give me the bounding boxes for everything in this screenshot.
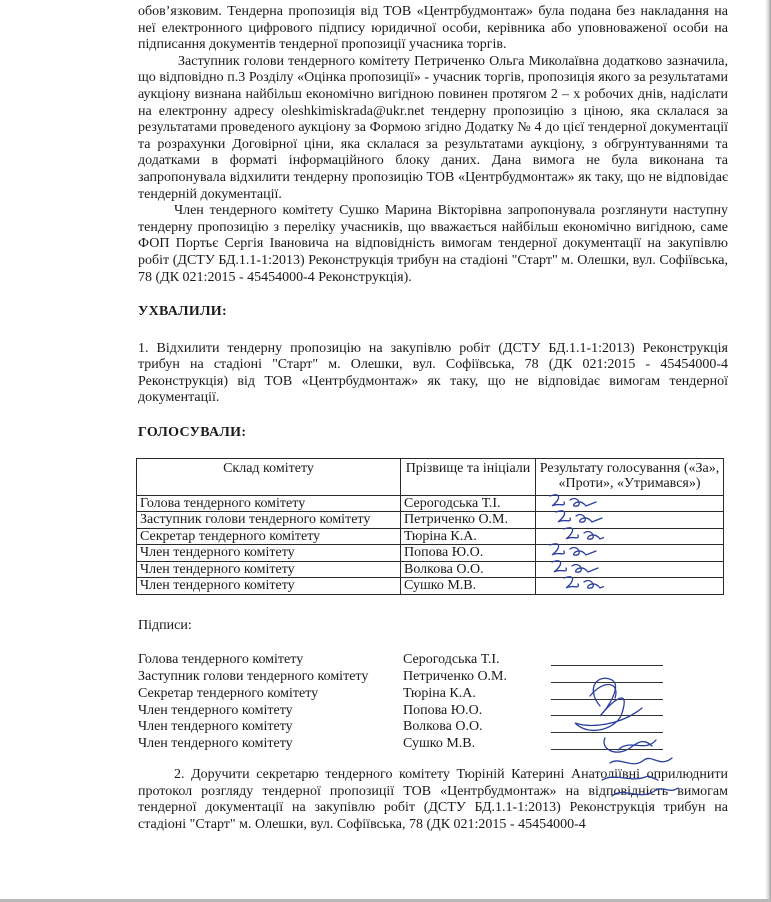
- vote-table: [136, 458, 724, 595]
- signature-name: Тюріна К.А.: [403, 685, 476, 701]
- resolved-heading: УХВАЛИЛИ:: [138, 304, 227, 320]
- vote-table-row: [137, 578, 724, 595]
- vote-role-cell: Член тендерного комітету: [137, 561, 401, 578]
- signature-role: Член тендерного комітету: [138, 719, 293, 735]
- vote-name-cell: Волкова О.О.: [401, 561, 536, 578]
- signature-role: Член тендерного комітету: [138, 702, 293, 718]
- vote-table-header-name: Прізвище та ініціали: [401, 458, 536, 495]
- vote-role-cell: Член тендерного комітету: [137, 545, 401, 562]
- vote-role-cell: Заступник голови тендерного комітету: [137, 512, 401, 529]
- signature-row: [138, 652, 728, 669]
- vote-table-row: [137, 512, 724, 529]
- page-edge-shadow: [765, 0, 771, 902]
- vote-table-row: [137, 528, 724, 545]
- signature-name: Волкова О.О.: [403, 719, 483, 735]
- vote-table-row: [137, 561, 724, 578]
- paragraph-4: 2. Доручити секретарю тендерного комітету Тюріній Катерині Анатоліївні оприлюднити протокол розгляду тендерної пропозиції ТОВ «Центрбудмонтаж» на відповідність вимогам тендерної документації на закупівлю робіт (ДСТУ БД.1.1-1:2013) Реконструкція трибун на стадіоні "Старт" м. Олешки, вул. Софіївська, 78 (ДК 021:2015 - 45454000-4: [138, 767, 728, 832]
- vote-role-cell: Секретар тендерного комітету: [137, 528, 401, 545]
- signature-name: Попова Ю.О.: [403, 702, 483, 718]
- signature-role: Член тендерного комітету: [138, 736, 293, 752]
- vote-result-cell: [536, 578, 724, 595]
- vote-name-cell: Сушко М.В.: [401, 578, 536, 595]
- vote-name-cell: Тюріна К.А.: [401, 528, 536, 545]
- signature-name: Серогодська Т.І.: [403, 652, 500, 668]
- paragraph-0: обов’язковим. Тендерна пропозиція від ТОВ «Центрбудмонтаж» була подана без накладання на неї електронного цифрового підпису юридичної особи, керівника або уповноваженої особи на підписання документів тендерної пропозиції учасника торгів.: [138, 4, 728, 53]
- handwritten-vote-za: [544, 572, 604, 596]
- vote-role-cell: Голова тендерного комітету: [137, 495, 401, 512]
- signature-role: Голова тендерного комітету: [138, 652, 304, 668]
- vote-name-cell: Петриченко О.М.: [401, 512, 536, 529]
- paragraph-1: Заступник голови тендерного комітету Петриченко Ольга Миколаївна додатково зазначила, що відповідно п.3 Розділу «Оцінка пропозиції» - учасник торгів, пропозиція якого за результатами аукціону визнана найбільш економічно вигідною повинен протягом 2 – х робочих днів, надіслати на електронну адресу oleshkimiskrada@ukr.net тендерну пропозицію з ціною, яка склалася за результатами проведеного аукціону за Формою згідно Додатку № 4 до цієї тендерної документації та розрахунки Договірної ціни, яка склалася за результатами аукціону, з обгрунтуваннями та додатками в форматі інформаційного блоку даних. Дана вимога не була виконана та запропонувала відхилити тендерну пропозицію ТОВ «Центрбудмонтаж» як таку, що не відповідає тендерній документації.: [138, 53, 728, 202]
- signature-name: Сушко М.В.: [403, 736, 476, 752]
- signature-role: Секретар тендерного комітету: [138, 685, 319, 701]
- vote-role-cell: Член тендерного комітету: [137, 578, 401, 595]
- vote-table-row: [137, 495, 724, 512]
- signature-line: [533, 652, 663, 669]
- vote-table-row: [137, 545, 724, 562]
- vote-table-header-result: Результату голосування («За», «Проти», «Утримався»): [536, 458, 724, 495]
- voted-heading: ГОЛОСУВАЛИ:: [138, 425, 247, 441]
- signature-role: Заступник голови тендерного комітету: [138, 669, 369, 685]
- paragraph-2: Член тендерного комітету Сушко Марина Вікторівна запропонувала розглянути наступну тендерну пропозицію з переліку учасників, що вважається найбільш економічно вигідною, саме ФОП Портьє Сергія Івановича на відповідність вимогам тендерної документації на закупівлю робіт (ДСТУ БД.1.1-1:2013) Реконструкція трибун на стадіоні "Старт" м. Олешки, вул. Софіївська, 78 (ДК 021:2015 - 45454000-4 Реконструкція).: [138, 203, 728, 285]
- paragraph-3: 1. Відхилити тендерну пропозицію на закупівлю робіт (ДСТУ БД.1.1-1:2013) Реконструкція трибун на стадіоні "Старт" м. Олешки, вул. Софіївська, 78 (ДК 021:2015 - 45454000-4 Реконструкція) від ТОВ «Центрбудмонтаж» як таку, що не відповідає вимогам тендерної документації.: [138, 340, 728, 406]
- signatures-label: Підписи:: [138, 617, 192, 633]
- vote-table-header-row: [137, 458, 724, 495]
- vote-name-cell: Попова Ю.О.: [401, 545, 536, 562]
- vote-table-header-committee: Склад комітету: [137, 458, 401, 495]
- vote-name-cell: Серогодська Т.І.: [401, 495, 536, 512]
- handwritten-signatures: [560, 668, 720, 818]
- signature-name: Петриченко О.М.: [403, 669, 508, 685]
